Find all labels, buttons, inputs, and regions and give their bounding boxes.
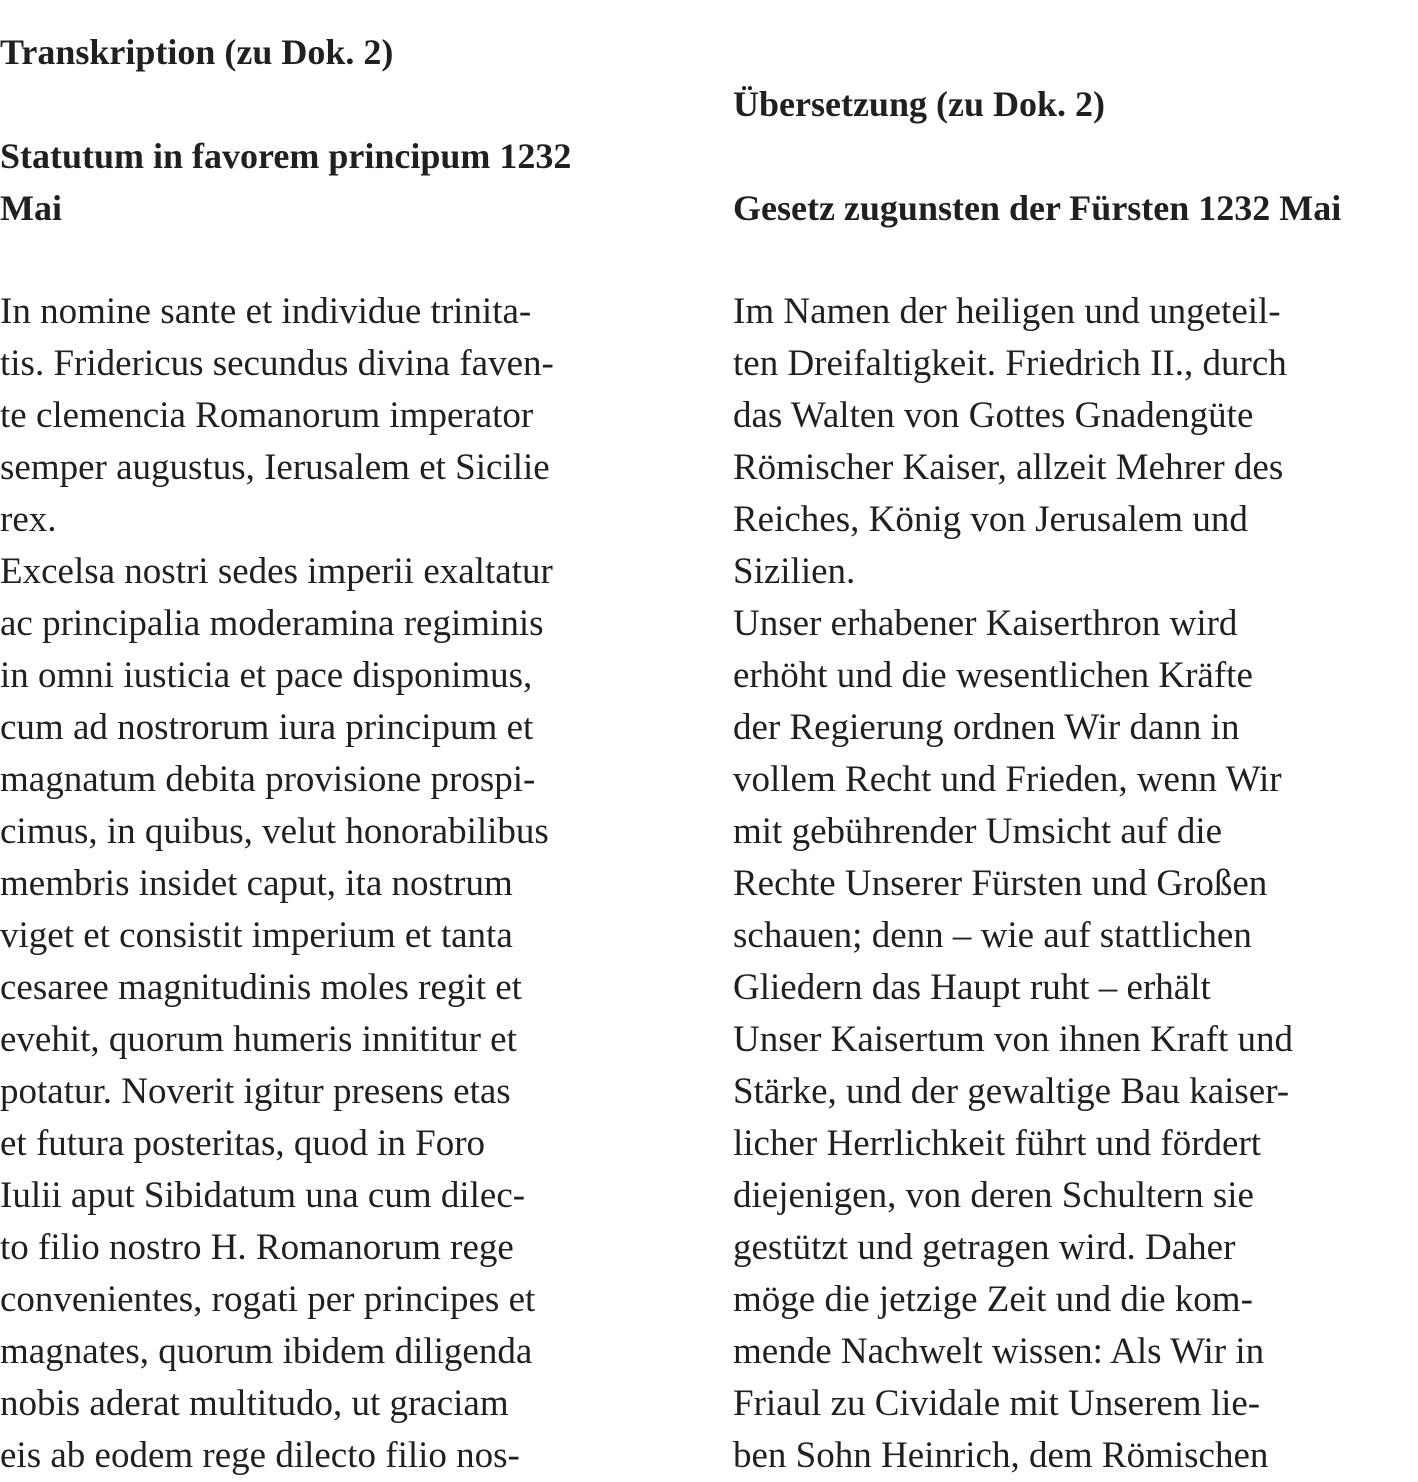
text-line: licher Herrlichkeit führt und fördert bbox=[733, 1123, 1262, 1164]
text-line: diejenigen, von deren Schultern sie bbox=[733, 1175, 1254, 1216]
transcription-subtitle-line: Statutum in favorem principum 1232 bbox=[0, 136, 572, 176]
text-line: magnates, quorum ibidem diligenda bbox=[0, 1331, 533, 1372]
text-line: cesaree magnitudinis moles regit et bbox=[0, 967, 522, 1008]
text-line: ten Dreifaltigkeit. Friedrich II., durch bbox=[733, 343, 1287, 384]
text-line: potatur. Noverit igitur presens etas bbox=[0, 1071, 511, 1112]
text-line: ac principalia moderamina regiminis bbox=[0, 603, 544, 644]
transcription-heading: Transkription (zu Dok. 2) bbox=[0, 32, 394, 72]
text-line: Rechte Unserer Fürsten und Großen bbox=[733, 863, 1268, 904]
transcription-body bbox=[0, 286, 554, 1482]
translation-subtitle: Gesetz zugunsten der Fürsten 1232 Mai bbox=[733, 188, 1342, 228]
translation-heading: Übersetzung (zu Dok. 2) bbox=[733, 84, 1105, 124]
text-line: Gliedern das Haupt ruht – erhält bbox=[733, 967, 1211, 1008]
text-line: rex. bbox=[0, 499, 57, 540]
text-line: Römischer Kaiser, allzeit Mehrer des bbox=[733, 447, 1284, 488]
text-line: erhöht und die wesentlichen Kräfte bbox=[733, 655, 1253, 696]
text-line: der Regierung ordnen Wir dann in bbox=[733, 707, 1240, 748]
text-line: convenientes, rogati per principes et bbox=[0, 1279, 536, 1320]
text-line: cimus, in quibus, velut honorabilibus bbox=[0, 811, 549, 852]
text-line: et futura posteritas, quod in Foro bbox=[0, 1123, 486, 1164]
text-line: In nomine sante et individue trinita- bbox=[0, 291, 532, 332]
text-line: Reiches, König von Jerusalem und bbox=[733, 499, 1248, 540]
text-line: tis. Fridericus secundus divina faven- bbox=[0, 343, 554, 384]
text-line: Sizilien. bbox=[733, 551, 856, 592]
text-line: viget et consistit imperium et tanta bbox=[0, 915, 513, 956]
text-line: membris insidet caput, ita nostrum bbox=[0, 863, 513, 904]
text-line: mit gebührender Umsicht auf die bbox=[733, 811, 1223, 852]
text-line: schauen; denn – wie auf stattlichen bbox=[733, 915, 1252, 956]
text-line: magnatum debita provisione prospi- bbox=[0, 759, 536, 800]
text-line: gestützt und getragen wird. Daher bbox=[733, 1227, 1236, 1268]
translation-body bbox=[733, 286, 1293, 1482]
text-line: nobis aderat multitudo, ut graciam bbox=[0, 1383, 509, 1424]
text-line: möge die jetzige Zeit und die kom- bbox=[733, 1279, 1253, 1320]
text-line: semper augustus, Ierusalem et Sicilie bbox=[0, 447, 550, 488]
text-line: Friaul zu Cividale mit Unserem lie- bbox=[733, 1383, 1261, 1424]
text-line: Stärke, und der gewaltige Bau kaiser- bbox=[733, 1071, 1290, 1112]
text-line: Unser erhabener Kaiserthron wird bbox=[733, 603, 1238, 644]
text-line: Im Namen der heiligen und ungeteil- bbox=[733, 291, 1281, 332]
text-line: vollem Recht und Frieden, wenn Wir bbox=[733, 759, 1282, 800]
transcription-subtitle-line: Mai bbox=[0, 188, 62, 228]
text-line: eis ab eodem rege dilecto filio nos- bbox=[0, 1435, 520, 1476]
text-line: cum ad nostrorum iura principum et bbox=[0, 707, 534, 748]
text-line: mende Nachwelt wissen: Als Wir in bbox=[733, 1331, 1265, 1372]
text-line: Excelsa nostri sedes imperii exaltatur bbox=[0, 551, 553, 592]
text-line: evehit, quorum humeris innititur et bbox=[0, 1019, 517, 1060]
text-line: in omni iusticia et pace disponimus, bbox=[0, 655, 533, 696]
text-line: Iulii aput Sibidatum una cum dilec- bbox=[0, 1175, 526, 1216]
text-line: Unser Kaisertum von ihnen Kraft und bbox=[733, 1019, 1294, 1060]
text-line: to filio nostro H. Romanorum rege bbox=[0, 1227, 514, 1268]
text-line: te clemencia Romanorum imperator bbox=[0, 395, 534, 436]
text-line: ben Sohn Heinrich, dem Römischen bbox=[733, 1435, 1269, 1476]
text-line: das Walten von Gottes Gnadengüte bbox=[733, 395, 1254, 436]
